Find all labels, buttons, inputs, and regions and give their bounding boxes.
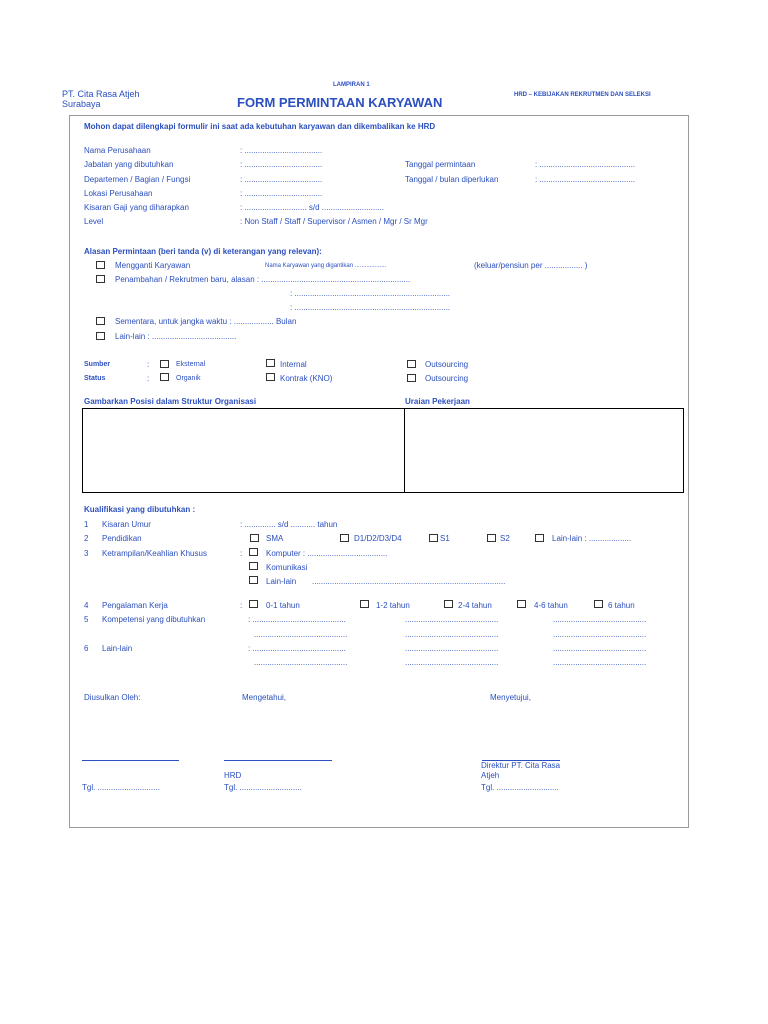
location-label: Lokasi Perusahaan (84, 189, 153, 198)
experience-1-2-label: 1-2 tahun (376, 601, 410, 610)
others-field-1[interactable]: : .......................................... (248, 644, 346, 653)
experience-1-2-checkbox[interactable] (360, 600, 369, 608)
competency-field-4[interactable]: .......................................... (254, 630, 348, 639)
proposer-date-field[interactable]: Tgl. ............................ (82, 783, 160, 792)
experience-4-6-checkbox[interactable] (517, 600, 526, 608)
skills-communication-checkbox[interactable] (249, 562, 258, 570)
temporary-checkbox[interactable] (96, 317, 105, 325)
addition-line-2[interactable]: : ...................................................................... (290, 303, 451, 312)
status-label: Status (84, 375, 106, 382)
source-outsourcing-checkbox[interactable] (407, 360, 416, 368)
source-outsourcing-label: Outsourcing (425, 360, 469, 369)
qualifications-heading: Kualifikasi yang dibutuhkan : (84, 505, 196, 514)
education-sma-label: SMA (266, 534, 284, 543)
approved-label: Menyetujui, (490, 693, 531, 702)
skills-other-checkbox[interactable] (249, 576, 258, 584)
form-title: FORM PERMINTAAN KARYAWAN (237, 95, 443, 110)
experience-colon: : (240, 601, 243, 610)
education-other-checkbox[interactable] (535, 534, 544, 542)
others-field-5[interactable]: .......................................... (405, 658, 499, 667)
experience-2-4-checkbox[interactable] (444, 600, 453, 608)
education-s2-label: S2 (500, 534, 510, 543)
replace-checkbox[interactable] (96, 261, 105, 269)
needed-date-label: Tanggal / bulan diperlukan (405, 175, 499, 184)
salary-field[interactable]: : ............................ s/d ............................ (240, 203, 385, 212)
director-date-field[interactable]: Tgl. ............................ (481, 783, 559, 792)
addition-label[interactable]: Penambahan / Rekrutmen baru, alasan : ................................................................... (115, 275, 411, 284)
level-field[interactable]: : Non Staff / Staff / Supervisor / Asmen / Mgr / Sr Mgr (240, 217, 428, 226)
competency-field-3[interactable]: .......................................... (553, 615, 647, 624)
signature-line-proposer (82, 760, 179, 761)
skills-colon: : (240, 549, 243, 558)
level-label: Level (84, 217, 104, 226)
other-reason-label[interactable]: Lain-lain : ...................................... (115, 332, 237, 341)
request-date-field[interactable]: : ........................................... (535, 160, 636, 169)
education-other-label[interactable]: Lain-lain : ................... (552, 534, 632, 543)
skills-other-field[interactable]: ....................................................................................... (312, 577, 506, 586)
source-colon: : (147, 360, 150, 369)
addition-checkbox[interactable] (96, 275, 105, 283)
job-description-box[interactable] (404, 408, 684, 493)
competency-field-2[interactable]: .......................................... (405, 615, 499, 624)
addition-line-1[interactable]: : ...................................................................... (290, 289, 451, 298)
status-outsourcing-checkbox[interactable] (407, 374, 416, 382)
others-num: 6 (84, 644, 89, 653)
experience-2-4-label: 2-4 tahun (458, 601, 492, 610)
skills-label: Ketrampilan/Keahlian Khusus (102, 549, 207, 558)
replace-label: Mengganti Karyawan (115, 261, 191, 270)
hrd-date-field[interactable]: Tgl. ............................ (224, 783, 302, 792)
position-label: Jabatan yang dibutuhkan (84, 160, 174, 169)
job-description-heading: Uraian Pekerjaan (405, 397, 470, 406)
others-label: Lain-lain (102, 644, 133, 653)
company-city: Surabaya (62, 99, 101, 109)
source-label: Sumber (84, 361, 111, 368)
status-organic-label: Organik (176, 375, 201, 382)
skills-computer-label[interactable]: Komputer : .................................... (266, 549, 388, 558)
department-field[interactable]: : ................................... (240, 175, 323, 184)
director-label-1: Direktur PT. Cita Rasa (481, 761, 561, 770)
competency-label: Kompetensi yang dibutuhkan (102, 615, 206, 624)
source-internal-label: Internal (280, 360, 307, 369)
education-diploma-label: D1/D2/D3/D4 (354, 534, 402, 543)
proposed-by-label: Diusulkan Oleh: (84, 693, 141, 702)
source-external-checkbox[interactable] (160, 360, 169, 368)
status-contract-label: Kontrak (KNO) (280, 374, 333, 383)
competency-field-6[interactable]: .......................................... (553, 630, 647, 639)
experience-4-6-label: 4-6 tahun (534, 601, 568, 610)
other-reason-checkbox[interactable] (96, 332, 105, 340)
source-external-label: Eksternal (176, 361, 206, 368)
hrd-label: HRD (224, 771, 242, 780)
director-label-2: Atjeh (481, 771, 500, 780)
appendix-label: LAMPIRAN 1 (333, 82, 370, 88)
others-field-4[interactable]: .......................................... (254, 658, 348, 667)
location-field[interactable]: : ................................... (240, 189, 323, 198)
experience-label: Pengalaman Kerja (102, 601, 168, 610)
experience-0-1-label: 0-1 tahun (266, 601, 300, 610)
status-organic-checkbox[interactable] (160, 373, 169, 381)
policy-label: HRD – KEBIJAKAN REKRUTMEN DAN SELEKSI (514, 92, 651, 98)
skills-other-label: Lain-lain (266, 577, 297, 586)
skills-computer-checkbox[interactable] (249, 548, 258, 556)
status-contract-checkbox[interactable] (266, 373, 275, 381)
acknowledged-label: Mengetahui, (242, 693, 287, 702)
age-num: 1 (84, 520, 89, 529)
others-field-3[interactable]: .......................................... (553, 644, 647, 653)
education-sma-checkbox[interactable] (250, 534, 259, 542)
age-field[interactable]: : .............. s/d ........... tahun (240, 520, 338, 529)
status-colon: : (147, 374, 150, 383)
competency-field-1[interactable]: : .......................................... (248, 615, 346, 624)
competency-field-5[interactable]: .......................................... (405, 630, 499, 639)
education-label: Pendidikan (102, 534, 142, 543)
experience-6-label: 6 tahun (608, 601, 635, 610)
education-num: 2 (84, 534, 89, 543)
temporary-label[interactable]: Sementara, untuk jangka waktu : .................. Bulan (115, 317, 297, 326)
education-s1-label: S1 (440, 534, 450, 543)
source-internal-checkbox[interactable] (266, 359, 275, 367)
skills-communication-label: Komunikasi (266, 563, 308, 572)
company-name-field[interactable]: : ................................... (240, 146, 323, 155)
reasons-heading: Alasan Permintaan (beri tanda (v) di keterangan yang relevan): (84, 247, 322, 256)
experience-num: 4 (84, 601, 89, 610)
education-s1-checkbox[interactable] (429, 534, 438, 542)
needed-date-field[interactable]: : ........................................... (535, 175, 636, 184)
salary-label: Kisaran Gaji yang diharapkan (84, 203, 189, 212)
experience-6-checkbox[interactable] (594, 600, 603, 608)
position-field[interactable]: : ................................... (240, 160, 323, 169)
instruction-text: Mohon dapat dilengkapi formulir ini saat ada kebutuhan karyawan dan dikembalikan ke HRD (84, 122, 436, 131)
education-s2-checkbox[interactable] (487, 534, 496, 542)
signature-line-hrd (224, 760, 332, 761)
status-outsourcing-label: Outsourcing (425, 374, 469, 383)
structure-box[interactable] (82, 408, 405, 493)
replace-note: (keluar/pensiun per ................. ) (474, 261, 588, 270)
others-field-6[interactable]: .......................................... (553, 658, 647, 667)
structure-heading: Gambarkan Posisi dalam Struktur Organisasi (84, 397, 257, 406)
experience-0-1-checkbox[interactable] (249, 600, 258, 608)
company-name: PT. Cita Rasa Atjeh (62, 89, 140, 99)
age-label: Kisaran Umur (102, 520, 151, 529)
request-date-label: Tanggal permintaan (405, 160, 476, 169)
department-label: Departemen / Bagian / Fungsi (84, 175, 191, 184)
replace-name-field[interactable]: Nama Karyawan yang digantikan ................... (265, 263, 387, 269)
education-diploma-checkbox[interactable] (340, 534, 349, 542)
company-name-label: Nama Perusahaan (84, 146, 151, 155)
skills-num: 3 (84, 549, 89, 558)
others-field-2[interactable]: .......................................... (405, 644, 499, 653)
competency-num: 5 (84, 615, 89, 624)
